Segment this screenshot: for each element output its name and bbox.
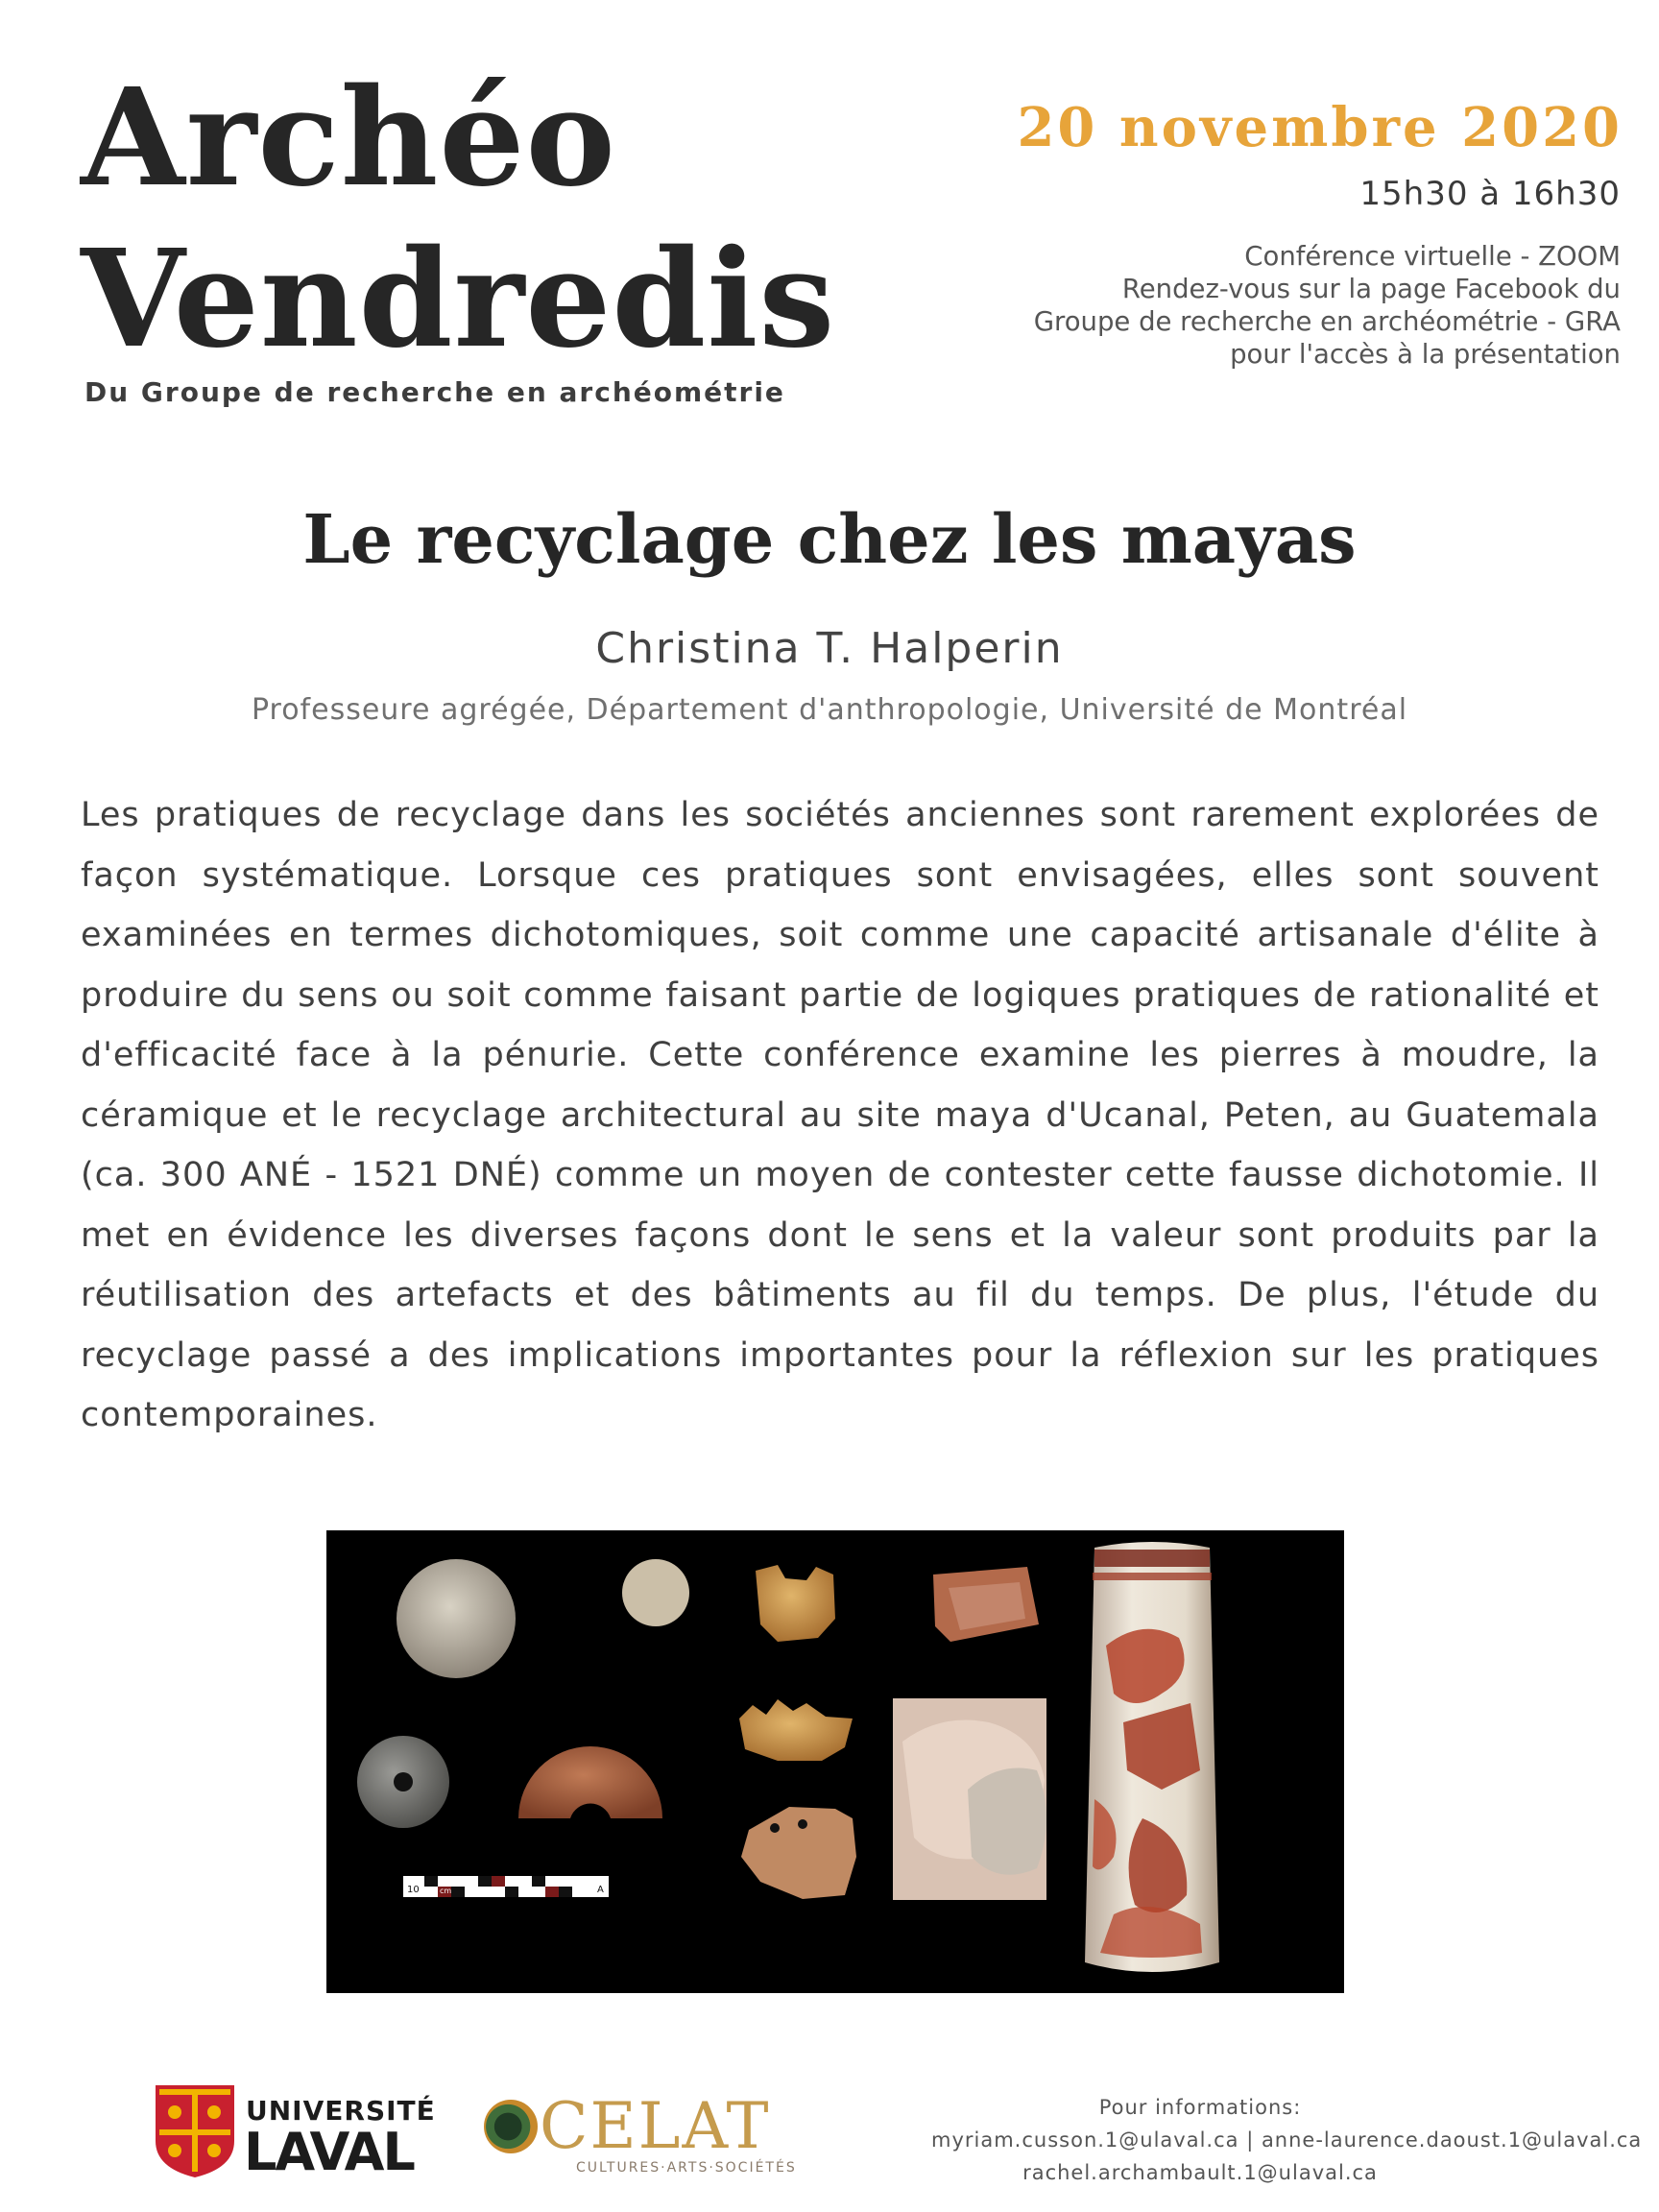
carved-sherd <box>739 1699 853 1761</box>
celat-wordmark: CELAT <box>540 2089 771 2163</box>
stone-disc <box>397 1559 516 1678</box>
celat-logo <box>484 2089 797 2179</box>
talk-title: Le recyclage chez les mayas <box>302 499 1357 579</box>
artifact-photo <box>326 1530 1344 1993</box>
laval-logo-top: UNIVERSITÉ <box>246 2095 436 2127</box>
series-subtitle: Du Groupe de recherche en archéométrie <box>84 376 785 408</box>
series-title-line2: Vendredis <box>81 221 836 378</box>
celat-globe-icon <box>484 2100 538 2153</box>
talk-abstract: Les pratiques de recyclage dans les sociétés anciennes sont rarement explorées de façon systématique. Lorsque ces pratiques sont envisagées, elles sont souvent examinées en termes dichotomiques, soit comme une capacité artisanale d'élite à produire du sens ou soit comme faisant partie de logiques pratiques de rationalité et d'efficacité face à la pénurie. Cette conférence examine les pierres à moudre, la céramique et le recyclage architectural au site maya d'Ucanal, Peten, au Guatemala (ca. 300 ANÉ - 1521 DNÉ) comme un moyen de contester cette fausse dichotomie. Il met en évidence les diverses façons dont le sens et la valeur sont produits par la réutilisation des artefacts et des bâtiments au fil du temps. De plus, l'étude du recyclage passé a des implications importantes pour la réflexion sur les pratiques contemporaines. <box>81 796 1599 1434</box>
venue-line: Groupe de recherche en archéométrie - GRA <box>1033 306 1621 337</box>
small-disc <box>622 1559 689 1626</box>
series-title-line1: Archéo <box>81 60 616 217</box>
speaker-name: Christina T. Halperin <box>595 624 1064 673</box>
speaker-affiliation: Professeure agrégée, Département d'anthropologie, Université de Montréal <box>251 693 1408 727</box>
contact-emails[interactable]: myriam.cusson.1@ulaval.ca | anne-laurence.daoust.1@ulaval.ca <box>931 2128 1643 2152</box>
contact-email[interactable]: rachel.archambault.1@ulaval.ca <box>1022 2161 1378 2184</box>
event-date: 20 novembre 2020 <box>1017 96 1623 159</box>
contact-info <box>931 2091 1643 2189</box>
celat-tagline: CULTURES·ARTS·SOCIÉTÉS <box>576 2160 797 2176</box>
venue-line: Conférence virtuelle - ZOOM <box>1244 241 1621 272</box>
universite-laval-logo <box>154 2083 436 2182</box>
scale-unit: cm <box>440 1887 452 1895</box>
venue-line: pour l'accès à la présentation <box>1230 339 1621 370</box>
contact-heading: Pour informations: <box>1098 2096 1302 2119</box>
venue-info <box>757 240 1621 371</box>
event-time: 15h30 à 16h30 <box>1359 175 1621 213</box>
scale-label: 10 <box>407 1885 420 1895</box>
venue-line: Rendez-vous sur la page Facebook du <box>1121 274 1621 304</box>
scale-bar <box>403 1876 609 1897</box>
notched-sherd <box>756 1565 835 1642</box>
laval-shield-icon <box>154 2083 236 2179</box>
half-disc-sherd <box>518 1746 662 1818</box>
painted-vase <box>1085 1542 1219 1972</box>
pierced-sherd <box>741 1807 856 1899</box>
scale-label: A <box>597 1885 604 1895</box>
laval-logo-bottom: LAVAL <box>244 2122 414 2182</box>
series-title <box>81 58 835 380</box>
